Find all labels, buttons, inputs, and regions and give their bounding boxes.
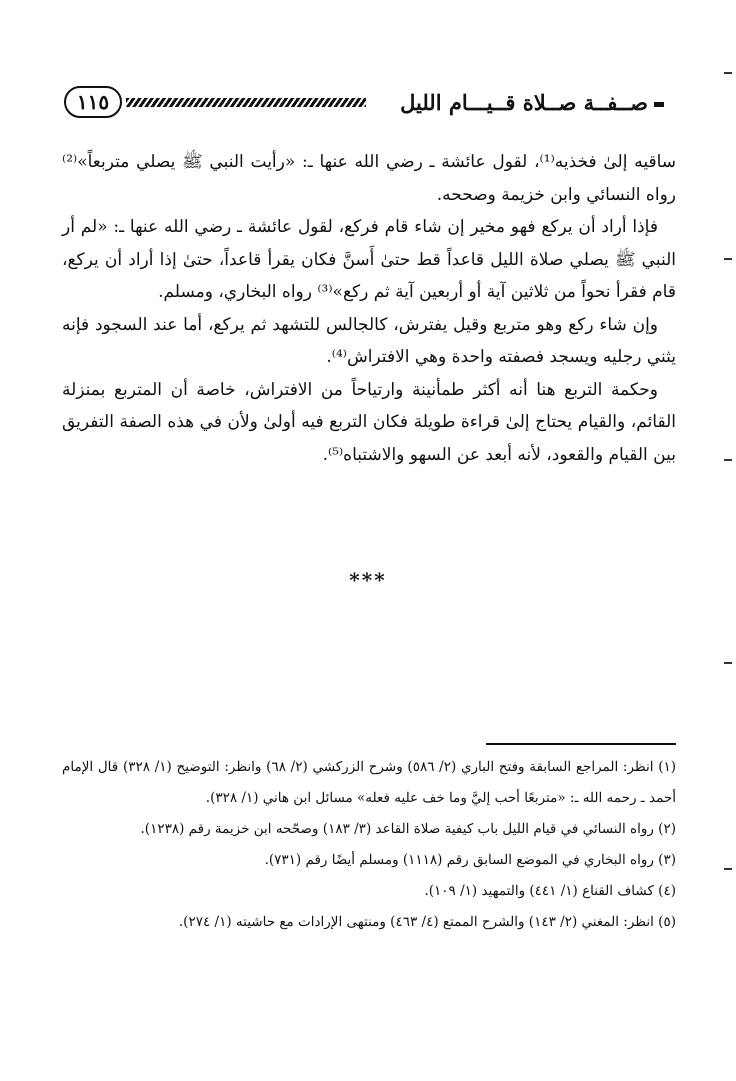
page-edge-mark [724,868,732,870]
footnote: (١) انظر: المراجع السابقة وفتح الباري (٢/ ٥٨٦) وشرح الزركشي (٢/ ٦٨) وانظر: التوضيح (١/ ٣٢٨) قال الإمام أحمد ـ رحمه الله ـ: «متربعًا أحب إليَّ وما خف عليه فعله» مسائل ابن هاني (١/ ٣٢٨). [62,759,677,806]
section-separator: *** [349,568,387,592]
footnote: (٣) رواه البخاري في الموضع السابق رقم (١١١٨) ومسلم أيضًا رقم (٧٣١). [264,852,676,868]
running-title-text: صــفــة صــلاة قــيـــام الليل [400,90,648,115]
page-number-badge [64,86,122,118]
paragraph: فإذا أراد أن يركع فهو مخير إن شاء قام فركع، لقول عائشة ـ رضي الله عنها ـ: «لم أر النبي ﷺ يصلي صلاة الليل قاعداً قط حتىٰ أَسنَّ فكان يقرأ قاعداً، حتىٰ إذا أراد أن يركع، قام فقرأ نحواً من ثلاثين آية أو أربعين آية ثم ركع»⁽³⁾ رواه البخاري، ومسلم. [62,217,676,302]
footnote: (٢) رواه النسائي في قيام الليل باب كيفية صلاة القاعد (٣/ ١٨٣) وصحّحه ابن خزيمة رقم (١٢٣٨). [140,821,676,837]
page-number: ١١٥ [76,90,110,114]
footnote-rule [486,743,676,745]
page-edge-mark [724,258,732,260]
main-text [62,146,676,471]
page-edge-mark [724,662,732,664]
title-end-mark [654,102,664,107]
footnote: (٥) انظر: المغني (٢/ ١٤٣) والشرح الممتع (٤/ ٤٦٣) ومنتهى الإرادات مع حاشيته (١/ ٢٧٤). [178,914,676,930]
page-edge-mark [724,72,732,74]
footnotes [62,752,676,938]
running-title [374,84,664,122]
running-header [64,84,664,122]
paragraph: ساقيه إلىٰ فخذيه⁽¹⁾، لقول عائشة ـ رضي الله عنها ـ: «رأيت النبي ﷺ يصلي متربعاً»⁽²⁾ رواه النسائي وابن خزيمة وصححه. [62,152,676,205]
footnote: (٤) كشاف القناع (١/ ٤٤١) والتمهيد (١/ ١٠٩). [424,883,676,899]
paragraph: وإن شاء ركع وهو متربع وقيل يفترش، كالجالس للتشهد ثم يركع، أما عند السجود فإنه يثني رجليه ويسجد فصفته واحدة وهي الافتراش⁽⁴⁾. [62,314,676,367]
page-edge-mark [724,459,732,461]
paragraph: وحكمة التربع هنا أنه أكثر طمأنينة وارتياحاً من الافتراش، خاصة أن المتربع بمنزلة القائم، والقيام يحتاج إلىٰ قراءة طويلة فكان التربع فيه أولىٰ ولأن في هذه الصفة التفريق بين القيام والقعود، لأنه أبعد عن السهو والاشتباه⁽⁵⁾. [62,379,676,465]
header-decorative-rule [126,98,366,107]
